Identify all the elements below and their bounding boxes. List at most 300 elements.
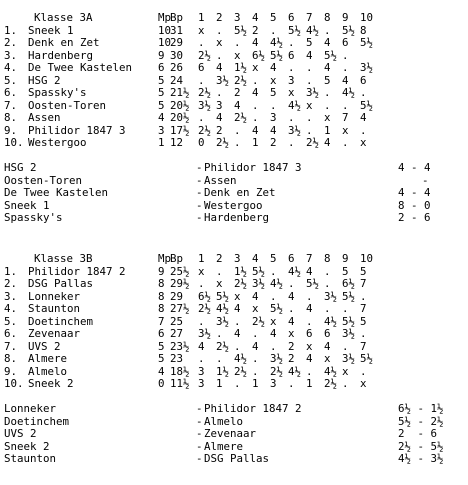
- mp-header: Mp: [158, 252, 172, 265]
- result-cell: 4: [234, 327, 241, 340]
- result-cell: x: [288, 327, 295, 340]
- result-cell: .: [342, 339, 349, 353]
- result-cell: 4½: [324, 314, 338, 328]
- result-cell: .: [288, 302, 295, 315]
- result-cell: 4: [270, 123, 277, 137]
- team-name: Lonneker: [28, 289, 81, 303]
- result-cell: x: [198, 23, 205, 37]
- result-cell: 2½: [234, 277, 248, 290]
- result-cell: 3½: [360, 61, 374, 74]
- result-cell: .: [234, 123, 241, 137]
- result-cell: .: [216, 264, 223, 278]
- result-cell: 6½: [198, 289, 212, 303]
- result-cell: 5: [360, 314, 367, 328]
- result-cell: 1½: [234, 61, 248, 74]
- result-cell: x: [234, 289, 241, 303]
- result-cell: 7: [360, 302, 367, 315]
- match-points: 5: [158, 98, 165, 112]
- result-cell: 5½: [342, 314, 356, 328]
- result-cell: 2½: [306, 136, 320, 149]
- result-cell: 6½: [252, 48, 266, 62]
- away-team: Philidor 1847 2: [204, 402, 302, 415]
- board-points: 27½: [170, 302, 190, 315]
- home-team: Doetinchem: [4, 414, 70, 428]
- separator: -: [196, 452, 203, 465]
- match-points: 5: [158, 86, 165, 99]
- match-result: [0, 428, 468, 441]
- rank: 10.: [4, 136, 24, 149]
- team-name: Philidor 1847 3: [28, 123, 126, 137]
- result-cell: 5½: [288, 23, 302, 37]
- rank: 10.: [4, 377, 24, 390]
- result-cell: 4: [324, 136, 331, 149]
- result-cell: .: [288, 377, 295, 390]
- result-cell: x: [198, 264, 205, 278]
- match-points: 1: [158, 136, 165, 149]
- result-cell: .: [306, 314, 313, 328]
- result-cell: 5: [306, 36, 313, 49]
- match-points: 4: [158, 111, 165, 124]
- match-score: 4 - 4: [398, 161, 431, 174]
- result-cell: 3½: [306, 86, 320, 99]
- result-cell: .: [324, 86, 331, 99]
- team-name: Philidor 1847 2: [28, 264, 126, 278]
- result-cell: 8: [360, 23, 367, 37]
- result-cell: 4: [306, 352, 313, 365]
- table-row: [0, 278, 468, 291]
- match-result: [0, 187, 468, 200]
- result-cell: .: [198, 111, 205, 124]
- result-cell: 4: [252, 123, 259, 137]
- result-cell: 7: [360, 339, 367, 353]
- board-points: 29½: [170, 277, 190, 290]
- board-points: 23½: [170, 339, 190, 353]
- match-points: 10: [158, 23, 172, 37]
- result-cell: 5½: [216, 289, 230, 303]
- result-cell: .: [324, 277, 331, 290]
- result-cell: 4½: [270, 36, 284, 49]
- away-team: DSG Pallas: [204, 452, 270, 465]
- result-cell: 4: [306, 48, 313, 62]
- result-cell: .: [288, 136, 295, 149]
- separator: -: [196, 427, 203, 440]
- result-cell: .: [198, 277, 205, 290]
- board-points: 25½: [170, 264, 190, 278]
- result-cell: 1: [216, 377, 223, 390]
- result-cell: 1: [306, 377, 313, 390]
- home-team: Staunton: [4, 452, 57, 465]
- separator: -: [196, 402, 203, 415]
- result-cell: 2½: [216, 136, 230, 149]
- result-cell: .: [306, 111, 313, 124]
- match-points: 4: [158, 364, 165, 378]
- away-team: Zevenaar: [204, 427, 257, 440]
- result-cell: .: [270, 339, 277, 353]
- board-points: 20½: [170, 111, 190, 124]
- result-cell: 2: [252, 23, 259, 37]
- result-cell: x: [324, 352, 331, 365]
- match-score: 2½ - 5½: [398, 439, 444, 453]
- match-score: 2 - 6: [398, 211, 431, 224]
- home-team: UVS 2: [4, 427, 37, 440]
- result-cell: 3: [288, 73, 295, 87]
- result-cell: x: [306, 339, 313, 353]
- team-name: Staunton: [28, 302, 81, 315]
- bp-header: Bp: [170, 11, 184, 24]
- result-cell: .: [360, 86, 367, 99]
- match-points: 8: [158, 289, 165, 303]
- result-cell: .: [324, 23, 331, 37]
- result-cell: 4½: [288, 98, 302, 112]
- result-cell: 5½: [324, 48, 338, 62]
- result-cell: x: [234, 48, 241, 62]
- round-header: 10: [360, 252, 374, 265]
- round-header: 2: [216, 11, 223, 24]
- away-team: Westergoo: [204, 198, 263, 212]
- match-result: [0, 162, 468, 175]
- result-cell: .: [198, 314, 205, 328]
- result-cell: .: [216, 352, 223, 365]
- board-points: 17½: [170, 123, 190, 137]
- table-row: [0, 62, 468, 75]
- result-cell: .: [234, 377, 241, 390]
- result-cell: 4: [288, 289, 295, 303]
- team-name: Sneek 2: [28, 377, 74, 390]
- match-points: 3: [158, 123, 165, 137]
- team-name: HSG 2: [28, 73, 61, 87]
- result-cell: .: [252, 111, 259, 124]
- result-cell: 4½: [234, 352, 248, 365]
- result-cell: 3½: [252, 277, 266, 290]
- rank: 5.: [4, 314, 18, 328]
- board-points: 29: [170, 289, 184, 303]
- result-cell: .: [216, 86, 223, 99]
- result-cell: .: [252, 98, 259, 112]
- match-points: 5: [158, 73, 165, 87]
- table-row: [0, 353, 468, 366]
- result-cell: 5: [270, 86, 277, 99]
- match-score: 4 - 4: [398, 186, 431, 199]
- match-points: 9: [158, 264, 165, 278]
- result-cell: 1: [252, 136, 259, 149]
- result-cell: 2: [216, 123, 223, 137]
- round-header: 9: [342, 11, 349, 24]
- result-cell: 3½: [342, 352, 356, 365]
- match-points: 6: [158, 327, 165, 340]
- result-cell: 1: [252, 377, 259, 390]
- result-cell: 5½: [270, 302, 284, 315]
- result-cell: 2: [288, 339, 295, 353]
- result-cell: 3½: [198, 327, 212, 340]
- class-title: Klasse 3B: [34, 252, 93, 265]
- result-cell: 4: [252, 339, 259, 353]
- result-cell: 4½: [342, 86, 356, 99]
- result-cell: 4: [306, 302, 313, 315]
- board-points: 11½: [170, 377, 190, 390]
- result-cell: 5½: [234, 23, 248, 37]
- result-cell: 4: [216, 111, 223, 124]
- result-cell: 4: [270, 327, 277, 340]
- result-cell: 3½: [342, 327, 356, 340]
- team-name: Zevenaar: [28, 327, 81, 340]
- result-cell: .: [342, 98, 349, 112]
- result-cell: 5½: [342, 289, 356, 303]
- rank: 9.: [4, 123, 18, 137]
- result-cell: 6: [306, 327, 313, 340]
- board-points: 27: [170, 327, 184, 340]
- result-cell: .: [360, 289, 367, 303]
- rank: 1.: [4, 23, 18, 37]
- round-header: 9: [342, 252, 349, 265]
- rank: 7.: [4, 98, 18, 112]
- result-cell: 4: [342, 73, 349, 87]
- result-cell: 6: [360, 73, 367, 87]
- result-cell: 3: [198, 377, 205, 390]
- round-header: 4: [252, 252, 259, 265]
- result-cell: .: [342, 61, 349, 74]
- home-team: Lonneker: [4, 402, 57, 415]
- result-cell: .: [324, 302, 331, 315]
- result-cell: .: [270, 264, 277, 278]
- result-cell: 2½: [324, 377, 338, 390]
- match-points: 5: [158, 352, 165, 365]
- rank: 4.: [4, 61, 18, 74]
- result-cell: .: [198, 36, 205, 49]
- rank: 9.: [4, 364, 18, 378]
- away-team: Denk en Zet: [204, 186, 276, 199]
- result-cell: .: [288, 61, 295, 74]
- result-cell: 4½: [306, 23, 320, 37]
- board-points: 20½: [170, 98, 190, 112]
- result-cell: 6: [324, 327, 331, 340]
- team-name: Denk en Zet: [28, 36, 100, 49]
- result-cell: 3½: [216, 73, 230, 87]
- board-points: 25: [170, 314, 184, 328]
- result-cell: 5½: [360, 36, 374, 49]
- round-header: 1: [198, 252, 205, 265]
- match-score: 2 - 6: [398, 427, 438, 440]
- team-name: Assen: [28, 111, 61, 124]
- result-cell: 1½: [216, 364, 230, 378]
- team-name: Doetinchem: [28, 314, 94, 328]
- result-cell: .: [306, 123, 313, 137]
- result-cell: 6: [198, 61, 205, 74]
- result-cell: 3½: [324, 289, 338, 303]
- result-cell: .: [306, 289, 313, 303]
- result-cell: x: [270, 73, 277, 87]
- result-cell: 3½: [270, 352, 284, 365]
- result-cell: .: [270, 23, 277, 37]
- result-cell: 5: [324, 73, 331, 87]
- result-cell: .: [234, 136, 241, 149]
- result-cell: 5½: [342, 23, 356, 37]
- result-cell: 2½: [198, 123, 212, 137]
- home-team: HSG 2: [4, 161, 37, 174]
- match-score: -: [422, 173, 429, 187]
- round-header: 7: [306, 252, 313, 265]
- result-cell: .: [342, 377, 349, 390]
- result-cell: .: [342, 302, 349, 315]
- round-header: 10: [360, 11, 374, 24]
- rank: 8.: [4, 111, 18, 124]
- result-cell: x: [360, 377, 367, 390]
- result-cell: x: [324, 111, 331, 124]
- team-name: DSG Pallas: [28, 277, 94, 290]
- result-cell: x: [360, 136, 367, 149]
- result-cell: .: [288, 277, 295, 290]
- result-cell: 2: [288, 352, 295, 365]
- result-cell: 3: [216, 98, 223, 112]
- board-points: 23: [170, 352, 184, 365]
- rank: 7.: [4, 339, 18, 353]
- table-row: [0, 137, 468, 150]
- round-header: 6: [288, 252, 295, 265]
- result-cell: 4: [252, 289, 259, 303]
- home-team: Spassky's: [4, 211, 63, 224]
- team-name: Almere: [28, 352, 68, 365]
- match-score: 8 - 0: [398, 198, 431, 212]
- table-row: [0, 37, 468, 50]
- result-cell: .: [252, 73, 259, 87]
- result-cell: x: [252, 61, 259, 74]
- result-cell: 3: [270, 111, 277, 124]
- result-cell: .: [360, 364, 367, 378]
- result-cell: 4: [234, 302, 241, 315]
- result-cell: 4: [216, 61, 223, 74]
- result-cell: 4: [198, 339, 205, 353]
- team-name: UVS 2: [28, 339, 61, 353]
- round-header: 2: [216, 252, 223, 265]
- result-cell: .: [252, 327, 259, 340]
- result-cell: 6: [288, 48, 295, 62]
- match-score: 6½ - 1½: [398, 402, 444, 415]
- result-cell: .: [288, 36, 295, 49]
- result-cell: 2½: [216, 339, 230, 353]
- round-header: 8: [324, 11, 331, 24]
- board-points: 26: [170, 61, 184, 74]
- result-cell: 4: [234, 98, 241, 112]
- match-result: [0, 403, 468, 416]
- match-points: 9: [158, 48, 165, 62]
- match-points: 8: [158, 277, 165, 290]
- result-cell: 4½: [270, 277, 284, 290]
- standings-header: [0, 253, 468, 266]
- result-cell: 2: [270, 136, 277, 149]
- separator: -: [196, 161, 203, 174]
- match-points: 10: [158, 36, 172, 49]
- result-cell: 3: [270, 377, 277, 390]
- result-cell: .: [234, 36, 241, 49]
- result-cell: .: [306, 73, 313, 87]
- team-name: Almelo: [28, 364, 68, 378]
- match-points: 7: [158, 314, 165, 328]
- rank: 6.: [4, 327, 18, 340]
- rank: 1.: [4, 264, 18, 278]
- result-cell: 6: [342, 36, 349, 49]
- result-cell: .: [216, 327, 223, 340]
- result-cell: 1: [324, 123, 331, 137]
- result-cell: 4½: [216, 302, 230, 315]
- result-cell: .: [234, 339, 241, 353]
- rank: 4.: [4, 302, 18, 315]
- result-cell: 2½: [198, 48, 212, 62]
- result-cell: .: [198, 352, 205, 365]
- class-title: Klasse 3A: [34, 11, 93, 24]
- match-result: [0, 212, 468, 225]
- result-cell: .: [288, 111, 295, 124]
- match-points: 8: [158, 302, 165, 315]
- result-cell: .: [198, 73, 205, 87]
- board-points: 31: [170, 23, 184, 37]
- result-cell: .: [360, 123, 367, 137]
- result-cell: 4: [324, 36, 331, 49]
- match-points: 0: [158, 377, 165, 390]
- result-cell: .: [270, 98, 277, 112]
- team-name: De Twee Kastelen: [28, 61, 133, 74]
- result-cell: 2½: [198, 86, 212, 99]
- result-cell: x: [342, 123, 349, 137]
- rank: 3.: [4, 48, 18, 62]
- table-row: [0, 303, 468, 316]
- result-cell: 4½: [288, 364, 302, 378]
- home-team: Sneek 2: [4, 439, 50, 453]
- separator: -: [196, 173, 203, 187]
- round-header: 3: [234, 252, 241, 265]
- result-cell: .: [216, 23, 223, 37]
- match-points: 5: [158, 339, 165, 353]
- round-header: 8: [324, 252, 331, 265]
- result-cell: x: [216, 277, 223, 290]
- table-row: [0, 87, 468, 100]
- table-row: [0, 378, 468, 391]
- rank: 5.: [4, 73, 18, 87]
- team-name: Spassky's: [28, 86, 87, 99]
- standings-header: [0, 12, 468, 25]
- round-header: 3: [234, 11, 241, 24]
- result-cell: .: [306, 364, 313, 378]
- result-cell: .: [216, 48, 223, 62]
- result-cell: 4: [288, 314, 295, 328]
- result-cell: 4: [360, 111, 367, 124]
- result-cell: 5½: [360, 352, 374, 365]
- round-header: 4: [252, 11, 259, 24]
- result-cell: .: [360, 327, 367, 340]
- result-cell: .: [306, 61, 313, 74]
- result-cell: 4½: [324, 364, 338, 378]
- rank: 3.: [4, 289, 18, 303]
- table-row: [0, 328, 468, 341]
- away-team: Hardenberg: [204, 211, 270, 224]
- result-cell: 2½: [234, 364, 248, 378]
- result-cell: 2: [234, 86, 241, 99]
- result-cell: 2½: [270, 364, 284, 378]
- result-cell: .: [324, 264, 331, 278]
- team-name: Oosten-Toren: [28, 98, 107, 112]
- result-cell: 4: [270, 61, 277, 74]
- round-header: 5: [270, 252, 277, 265]
- result-cell: .: [252, 352, 259, 365]
- match-score: 4½ - 3½: [398, 452, 444, 465]
- result-cell: .: [342, 48, 349, 62]
- result-cell: .: [252, 364, 259, 378]
- board-points: 24: [170, 73, 184, 87]
- result-cell: x: [270, 314, 277, 328]
- table-row: [0, 112, 468, 125]
- round-header: 1: [198, 11, 205, 24]
- round-header: 6: [288, 11, 295, 24]
- team-name: Sneek 1: [28, 23, 74, 37]
- result-cell: 3½: [198, 98, 212, 112]
